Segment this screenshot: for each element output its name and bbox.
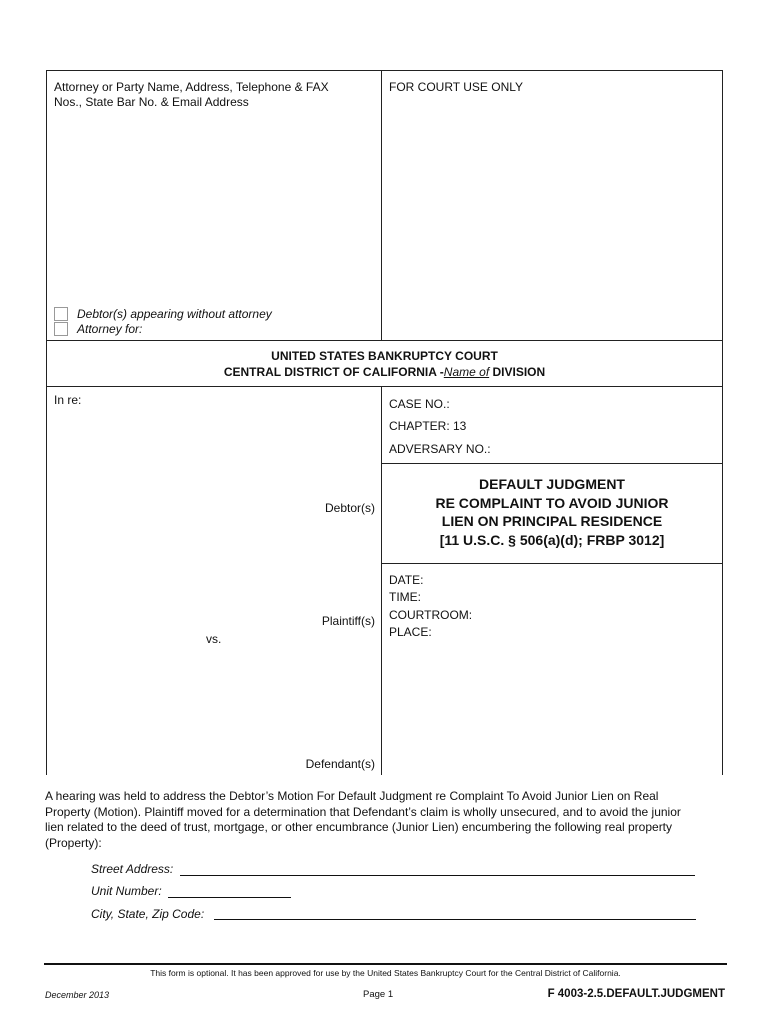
debtor-without-attorney-checkbox[interactable] (54, 307, 68, 321)
attorney-box-label-line2: Nos., State Bar No. & Email Address (54, 95, 249, 109)
defendant-label: Defendant(s) (305, 757, 375, 771)
in-re-label: In re: (54, 393, 82, 407)
attorney-for-checkbox[interactable] (54, 322, 68, 336)
document-title-line4: [11 U.S.C. § 506(a)(d); FRBP 3012] (439, 531, 665, 548)
footer-rule (44, 963, 727, 965)
footer-date: December 2013 (45, 990, 110, 1000)
city-state-zip-field[interactable] (214, 919, 696, 920)
grid-line-court-bottom (46, 386, 723, 387)
vs-label: vs. (206, 632, 222, 646)
court-name-line2 (46, 365, 723, 380)
attorney-for-label: Attorney for: (77, 322, 143, 336)
plaintiff-label: Plaintiff(s) (321, 614, 375, 628)
grid-line-left (46, 70, 47, 775)
division-name-placeholder: Name of (443, 365, 490, 379)
street-address-label: Street Address: (91, 862, 174, 876)
street-address-field[interactable] (180, 875, 695, 876)
unit-number-label: Unit Number: (91, 884, 162, 898)
chapter-label: CHAPTER: 13 (389, 419, 467, 433)
grid-line-top (46, 70, 723, 71)
city-state-zip-label: City, State, Zip Code: (91, 907, 205, 921)
debtor-label: Debtor(s) (324, 501, 375, 515)
grid-line-title-top (381, 463, 723, 464)
grid-line-right (722, 70, 723, 775)
document-title-line2: RE COMPLAINT TO AVOID JUNIOR (435, 494, 669, 511)
court-use-only-label: FOR COURT USE ONLY (389, 80, 524, 94)
hearing-date-label: DATE: (389, 573, 424, 587)
grid-line-mid-bottom (381, 386, 382, 775)
case-no-label: CASE NO.: (389, 397, 450, 411)
debtor-without-attorney-label: Debtor(s) appearing without attorney (77, 307, 272, 321)
body-line4: (Property): (45, 835, 102, 850)
unit-number-field[interactable] (168, 897, 291, 898)
body-line1: A hearing was held to address the Debtor’s Motion For Default Judgment re Complaint To Avoid Junior Lien on Real (45, 789, 659, 803)
document-title-line1: DEFAULT JUDGMENT (479, 476, 625, 492)
court-district: CENTRAL DISTRICT OF CALIFORNIA - (223, 365, 444, 379)
document-title (382, 475, 722, 549)
adversary-no-label: ADVERSARY NO.: (389, 442, 491, 456)
hearing-courtroom-label: COURTROOM: (389, 608, 473, 622)
hearing-place-label: PLACE: (389, 625, 432, 639)
footer-form-id: F 4003-2.5.DEFAULT.JUDGMENT (547, 988, 725, 1000)
court-division-suffix: DIVISION (489, 365, 546, 379)
hearing-time-label: TIME: (389, 590, 421, 604)
grid-line-title-bottom (381, 563, 723, 564)
attorney-box-label (54, 80, 374, 110)
document-title-line3: LIEN ON PRINCIPAL RESIDENCE (441, 513, 663, 529)
body-line2: Property (Motion). Plaintiff moved for a determination that Defendant’s claim is wholly unsecured, and to avoid the junior (45, 804, 681, 819)
grid-line-mid-top (381, 70, 382, 341)
footer-page-number: Page 1 (363, 989, 394, 1000)
body-line3: lien related to the deed of trust, mortgage, or other encumbrance (Junior Lien) encumbering the following real property (45, 820, 673, 834)
court-name-line1: UNITED STATES BANKRUPTCY COURT (271, 349, 498, 363)
attorney-box-label-line1: Attorney or Party Name, Address, Telephone & FAX (54, 80, 329, 94)
body-paragraph (45, 789, 735, 851)
grid-line-court-top (46, 340, 723, 341)
footer-notice: This form is optional. It has been approved for use by the United States Bankruptcy Court for the Central District of California. (150, 968, 621, 978)
